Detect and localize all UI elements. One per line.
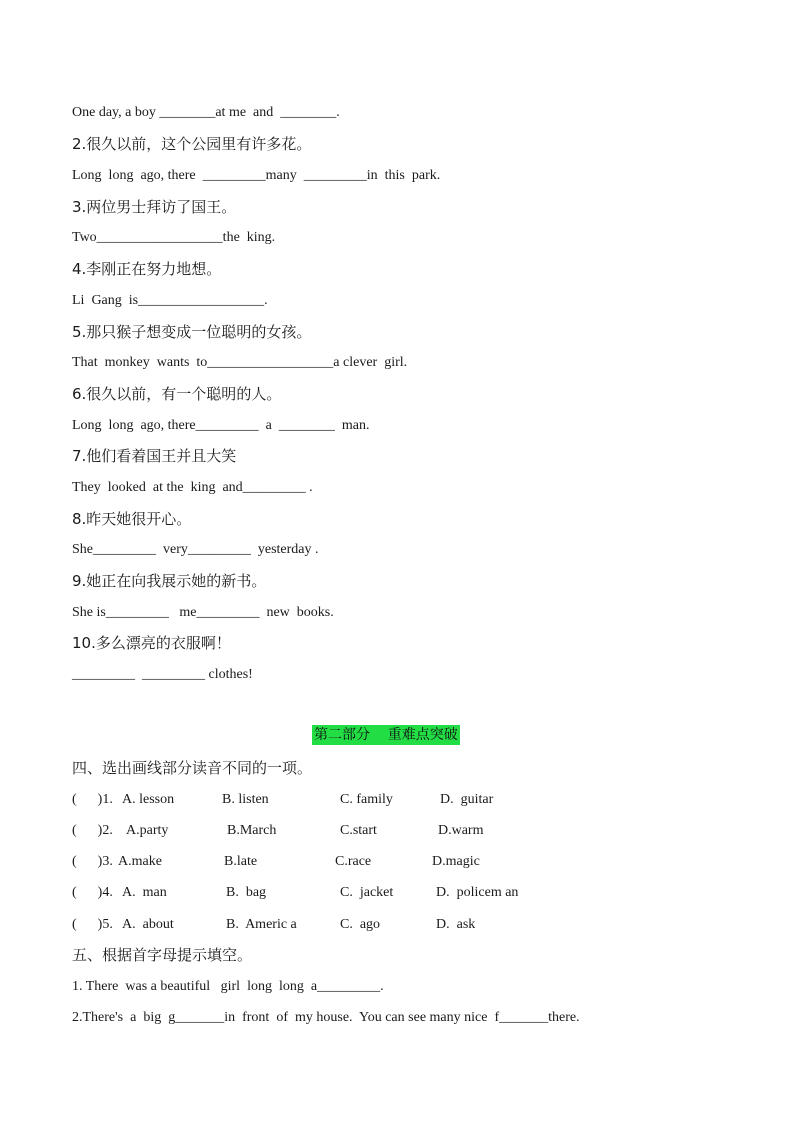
exercise-line-3: Long long ago, there _________many _________in this park.	[72, 168, 441, 183]
option-b: B. listen	[222, 792, 269, 807]
answer-paren[interactable]: ( )4.	[72, 885, 113, 900]
exercise-line-19: _________ _________ clothes!	[72, 667, 253, 682]
exercise-line-5: Two__________________the king.	[72, 230, 276, 245]
exercise-line-10: 6.很久以前，有一个聪明的人。	[72, 385, 282, 403]
option-c: C. family	[340, 792, 393, 807]
exercise-line-13: They looked at the king and_________ .	[72, 480, 313, 495]
q5-title: 五、根据首字母提示填空。	[72, 946, 253, 964]
q5-line-2: 2.There's a big g_______in front of my house. You can see many nice f_______there.	[72, 1010, 580, 1025]
q5-line-1: 1. There was a beautiful girl long long a_________.	[72, 979, 384, 994]
exercise-line-17: She is_________ me_________ new books.	[72, 605, 334, 620]
exercise-line-12: 7.他们看着国王并且大笑	[72, 447, 237, 465]
answer-paren[interactable]: ( )5.	[72, 917, 113, 932]
answer-paren[interactable]: ( )2.	[72, 823, 113, 838]
option-c: C. jacket	[340, 885, 394, 900]
option-b: B. Americ a	[226, 917, 297, 932]
option-c: C. ago	[340, 917, 381, 932]
option-c: C.start	[340, 823, 377, 838]
option-a: A. lesson	[122, 792, 175, 807]
exercise-line-2: 2.很久以前，这个公园里有许多花。	[72, 135, 312, 153]
option-c: C.race	[335, 854, 372, 869]
exercise-line-4: 3.两位男士拜访了国王。	[72, 198, 237, 216]
option-d: D.magic	[432, 854, 480, 869]
exercise-line-16: 9.她正在向我展示她的新书。	[72, 572, 267, 590]
exercise-line-1: One day, a boy ________at me and ________.	[72, 105, 340, 120]
option-d: D.warm	[438, 823, 484, 838]
option-a: A.party	[126, 823, 169, 838]
exercise-line-7: Li Gang is__________________.	[72, 293, 268, 308]
option-d: D. guitar	[440, 792, 494, 807]
option-b: B.March	[227, 823, 277, 838]
answer-paren[interactable]: ( )1.	[72, 792, 113, 807]
option-a: A.make	[118, 854, 162, 869]
option-a: A. about	[122, 917, 174, 932]
exercise-line-6: 4.李刚正在努力地想。	[72, 260, 222, 278]
option-d: D. ask	[436, 917, 476, 932]
exercise-line-18: 10.多么漂亮的衣服啊！	[72, 634, 231, 652]
exercise-line-11: Long long ago, there_________ a ________ man.	[72, 418, 370, 433]
option-a: A. man	[122, 885, 167, 900]
q4-title: 四、选出画线部分读音不同的一项。	[72, 759, 313, 777]
option-d: D. policem an	[436, 885, 519, 900]
exercise-line-8: 5.那只猴子想变成一位聪明的女孩。	[72, 323, 312, 341]
exercise-line-15: She_________ very_________ yesterday .	[72, 542, 319, 557]
section-banner: 第二部分 重难点突破	[314, 727, 458, 743]
option-b: B. bag	[226, 885, 267, 900]
answer-paren[interactable]: ( )3.	[72, 854, 113, 869]
exercise-line-9: That monkey wants to__________________a clever girl.	[72, 355, 408, 370]
exercise-line-14: 8.昨天她很开心。	[72, 510, 192, 528]
option-b: B.late	[224, 854, 258, 869]
